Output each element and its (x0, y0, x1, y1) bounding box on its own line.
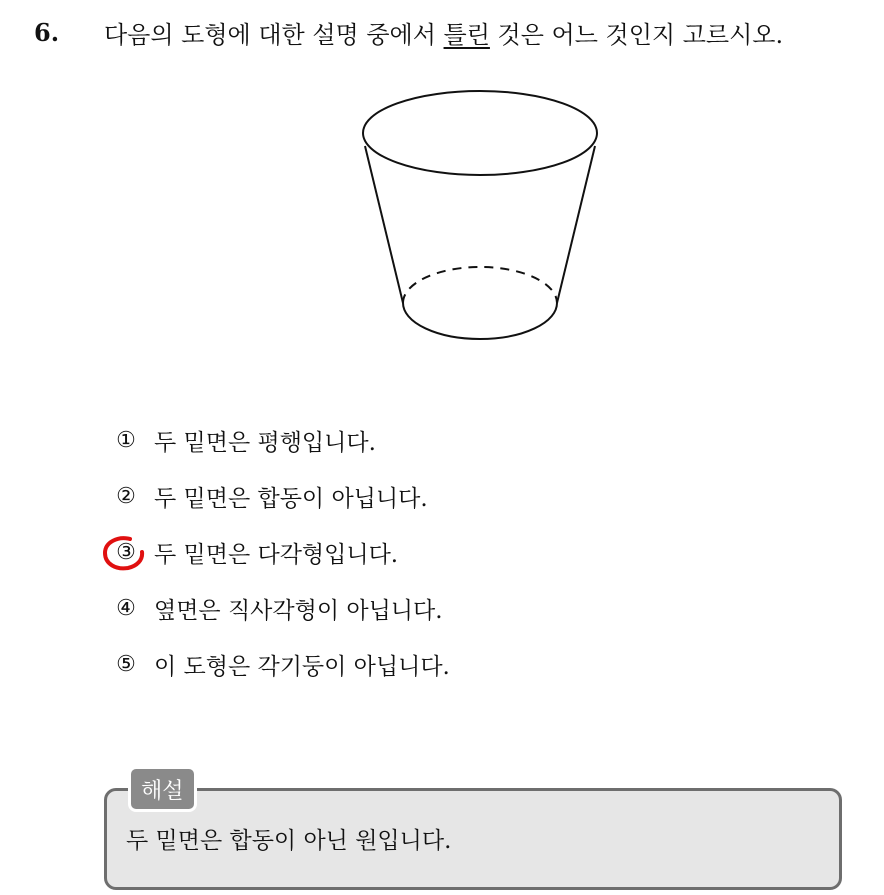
cone-bottom-front-arc (403, 303, 557, 339)
cone-bottom-hidden-arc (403, 267, 557, 303)
choice-marker: ① (116, 427, 136, 453)
choice-marker: ② (116, 483, 136, 509)
question-text-before: 다음의 도형에 대한 설명 중에서 (104, 20, 444, 49)
question-number: 6. (34, 17, 60, 47)
answer-circle-mark (100, 534, 150, 572)
choice-marker: ③ (116, 539, 136, 565)
choice-1[interactable] (108, 412, 708, 468)
question-text (104, 15, 783, 50)
choice-list (108, 412, 708, 692)
choice-4[interactable] (108, 580, 708, 636)
question-underlined-word: 틀린 (443, 20, 490, 49)
cone-top-ellipse (363, 91, 597, 175)
truncated-cone-figure (355, 88, 605, 348)
choice-2[interactable] (108, 468, 708, 524)
choice-text: 두 밑면은 합동이 아닙니다. (154, 485, 428, 512)
cone-right-side (557, 146, 595, 303)
choice-marker: ④ (116, 595, 136, 621)
question-text-after: 것은 어느 것인지 고르시오. (489, 20, 784, 49)
choice-marker: ⑤ (116, 651, 136, 677)
choice-text: 두 밑면은 평행입니다. (154, 429, 376, 456)
choice-5[interactable] (108, 636, 708, 692)
explanation-label: 해설 (128, 766, 197, 812)
choice-text: 이 도형은 각기둥이 아닙니다. (154, 653, 450, 680)
choice-3[interactable] (108, 524, 708, 580)
question-header (34, 12, 783, 52)
choice-text: 두 밑면은 다각형입니다. (154, 541, 399, 568)
choice-text: 옆면은 직사각형이 아닙니다. (154, 597, 443, 624)
cone-left-side (365, 146, 403, 303)
explanation-text: 두 밑면은 합동이 아닌 원입니다. (126, 828, 452, 854)
